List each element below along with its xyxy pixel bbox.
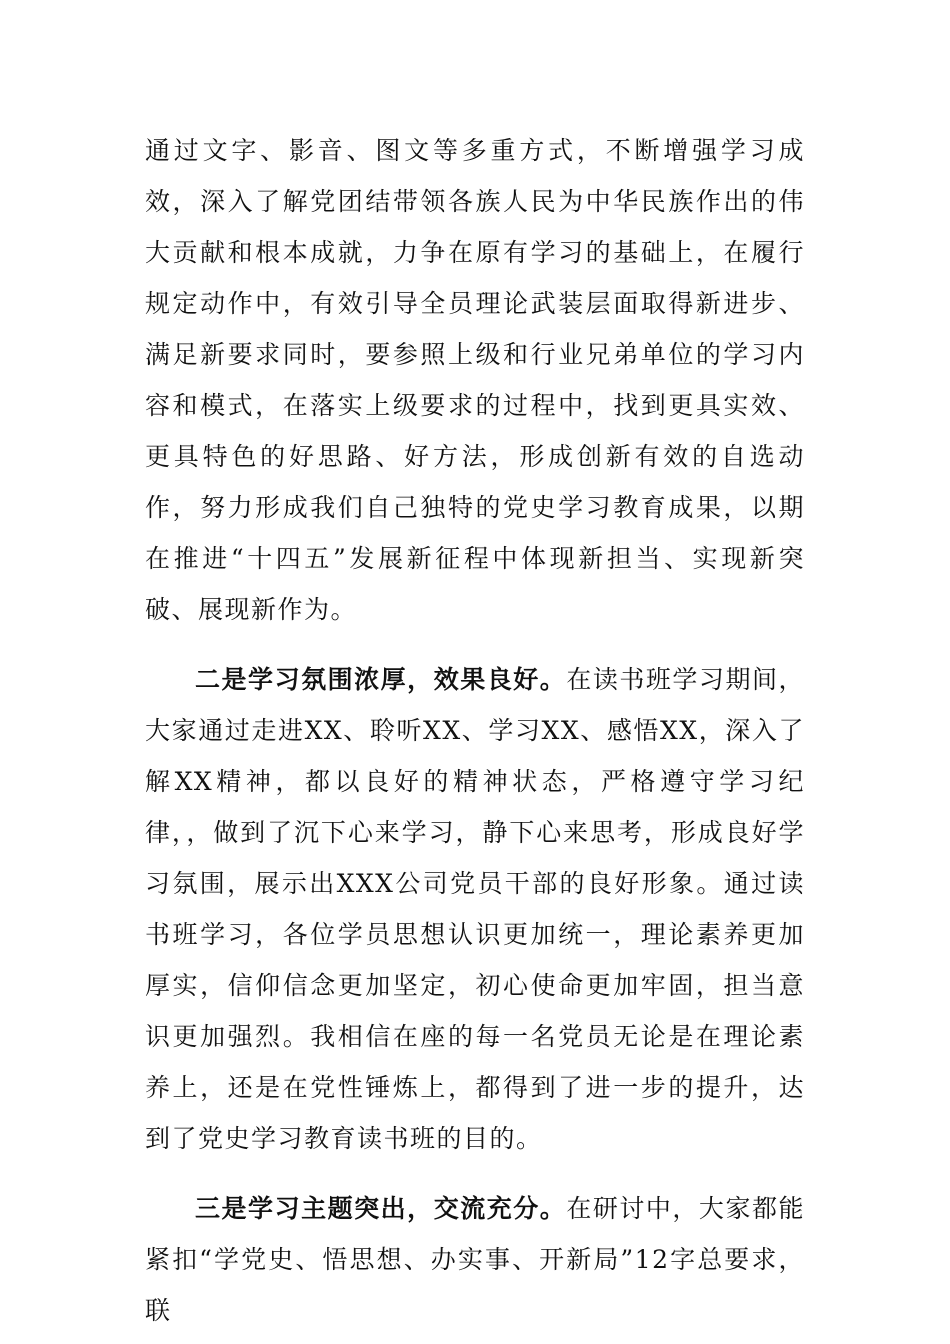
paragraph-2-text: 在读书班学习期间，大家通过走进XX、聆听XX、学习XX、感悟XX，深入了解XX精神，都以良好的精神状态，严格遵守学习纪律，，做到了沉下心来学习，静下心来思考，形成良好学习氛围，展示出XXX公司党员干部的良好形象。通过读书班学习，各位学员思想认识更加统一，理论素养更加厚实，信仰信念更加坚定，初心使命更加牢固，担当意识更加强烈。我相信在座的每一名党员无论是在理论素养上，还是在党性锤炼上，都得到了进一步的提升，达到了党史学习教育读书班的目的。 <box>145 665 805 1153</box>
paragraph-3-text: 在研讨中，大家都能紧扣“学党史、悟思想、办实事、开新局”12字总要求，联 <box>145 1194 805 1325</box>
paragraph-1-text: 通过文字、影音、图文等多重方式，不断增强学习成效，深入了解党团结带领各族人民为中华民族作出的伟大贡献和根本成就，力争在原有学习的基础上，在履行规定动作中，有效引导全员理论武装层面取得新进步、满足新要求同时，要参照上级和行业兄弟单位的学习内容和模式，在落实上级要求的过程中，找到更具实效、更具特色的好思路、好方法，形成创新有效的自选动作，努力形成我们自己独特的党史学习教育成果，以期在推进“十四五”发展新征程中体现新担当、实现新突破、展现新作为。 <box>145 136 805 624</box>
paragraph-3-lead: 三是学习主题突出，交流充分。 <box>195 1194 567 1223</box>
document-page <box>145 125 805 1336</box>
paragraph-2 <box>145 654 805 1164</box>
paragraph-1 <box>145 125 805 635</box>
paragraph-3 <box>145 1183 805 1336</box>
paragraph-2-lead: 二是学习氛围浓厚，效果良好。 <box>195 665 567 694</box>
